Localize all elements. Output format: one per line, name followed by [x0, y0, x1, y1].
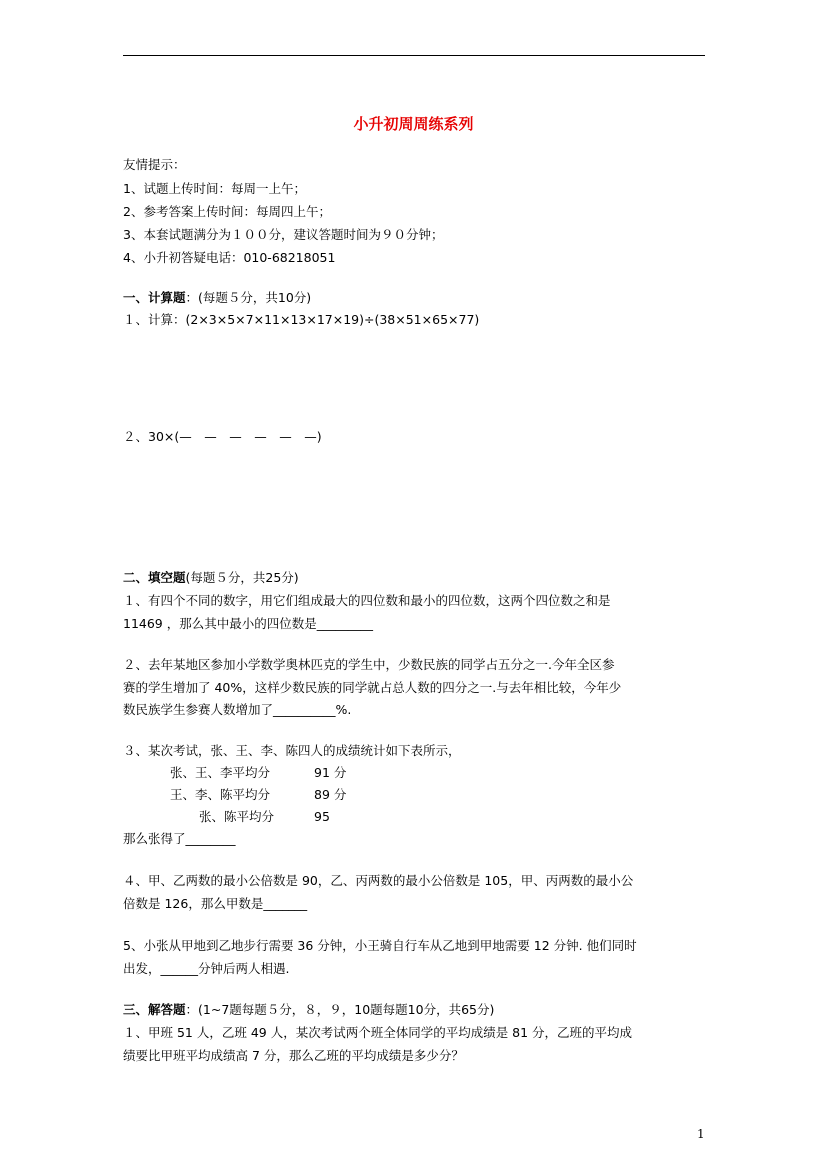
- section-3-q1-line: 绩要比甲班平均成绩高 7 分，那么乙班的平均成绩是多少分？: [123, 1048, 464, 1063]
- section-2-q5-line: 出发，______分钟后两人相遇.: [123, 961, 290, 976]
- section-1-header: [123, 289, 311, 307]
- section-3-heading: 三、解答题: [123, 1002, 186, 1017]
- score-row-label: 王、李、陈平均分: [170, 787, 271, 802]
- page-title: 小升初周周练系列: [353, 115, 474, 133]
- page-number: 1: [697, 1127, 705, 1141]
- tip-item: 2、参考答案上传时间：每周四上午；: [123, 204, 331, 219]
- section-3-q1-line: １、甲班 51 人，乙班 49 人，某次考试两个班全体同学的平均成绩是 81 分，乙班的平均成: [123, 1025, 633, 1040]
- section-2-q3-ask: 那么张得了________: [123, 831, 236, 846]
- section-2-q2-line: ２、去年某地区参加小学数学奥林匹克的学生中，少数民族的同学占五分之一.今年全区参: [123, 657, 615, 672]
- score-row-value: 89 分: [314, 787, 347, 802]
- section-2-q4-line: 倍数是 126，那么甲数是_______: [123, 896, 308, 911]
- section-2-heading: 二、填空题: [123, 570, 186, 585]
- section-1-heading: 一、计算题: [123, 290, 186, 305]
- section-1-note: ：(每题５分，共10分): [185, 290, 312, 305]
- section-2-q3-intro: ３、某次考试，张、王、李、陈四人的成绩统计如下表所示，: [123, 743, 461, 758]
- tip-item: 1、试题上传时间：每周一上午；: [123, 181, 306, 196]
- tips-heading: 友情提示：: [123, 157, 186, 172]
- tip-item: 3、本套试题满分为１００分，建议答题时间为９０分钟；: [123, 227, 444, 242]
- score-row-label: 张、陈平均分: [199, 809, 275, 824]
- section-1-question-1: １、计算：(2×3×5×7×11×13×17×19)÷(38×51×65×77): [123, 312, 480, 327]
- tip-item: 4、小升初答疑电话：010-68218051: [123, 250, 336, 265]
- section-2-q1-line: １、有四个不同的数字，用它们组成最大的四位数和最小的四位数，这两个四位数之和是: [123, 593, 611, 608]
- section-2-note: (每题５分，共25分): [185, 570, 299, 585]
- score-row-value: 91 分: [314, 765, 347, 780]
- section-2-q2-line: 赛的学生增加了 40%，这样少数民族的同学就占总人数的四分之一.与去年相比较，今年少: [123, 680, 622, 695]
- section-2-q2-line: 数民族学生参赛人数增加了__________%.: [123, 702, 352, 717]
- section-2-q1-line: 11469 ，那么其中最小的四位数是_________: [123, 616, 373, 631]
- score-row-value: 95: [314, 809, 330, 824]
- section-1-question-2: ２、30×(— — — — — —): [123, 429, 322, 444]
- section-3-header: [123, 1001, 494, 1019]
- section-2-q4-line: ４、甲、乙两数的最小公倍数是 90，乙、丙两数的最小公倍数是 105，甲、丙两数的最小公: [123, 873, 634, 888]
- section-2-header: [123, 569, 299, 587]
- header-rule: [123, 55, 705, 56]
- section-3-note: ：(1~7题每题５分，８，９，10题每题10分，共65分): [185, 1002, 495, 1017]
- score-row-label: 张、王、李平均分: [170, 765, 271, 780]
- section-2-q5-line: 5、小张从甲地到乙地步行需要 36 分钟，小王骑自行车从乙地到甲地需要 12 分钟. 他们同时: [123, 938, 637, 953]
